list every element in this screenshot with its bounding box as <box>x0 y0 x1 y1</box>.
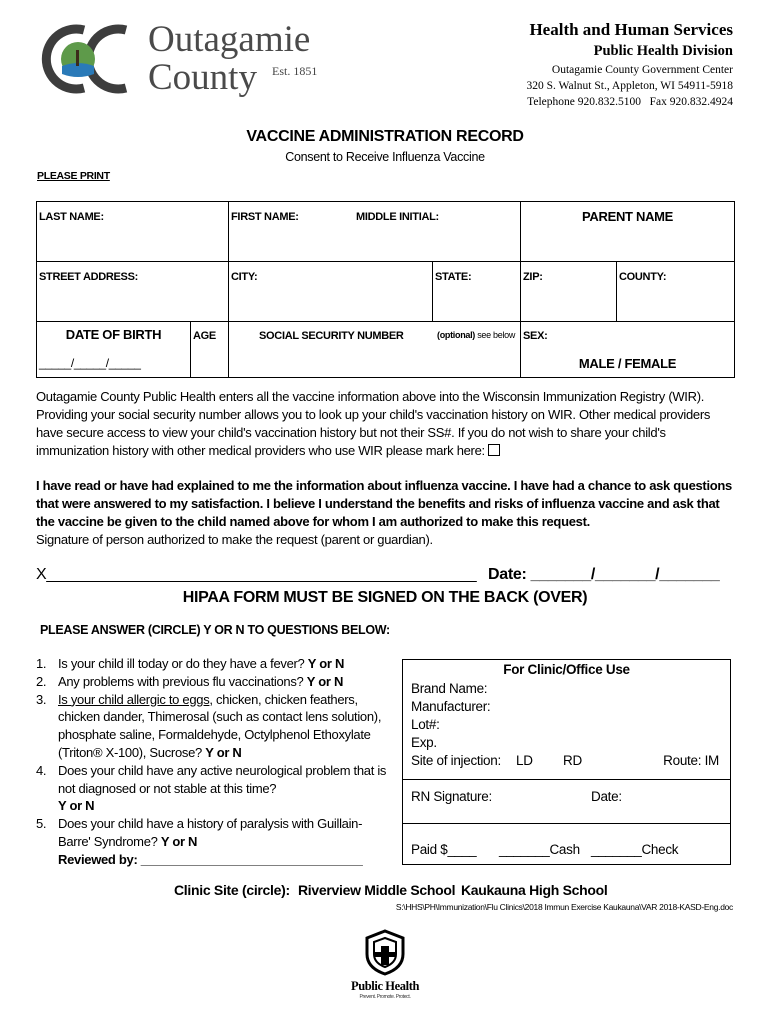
date-line[interactable]: Date: _______/_______/_______ <box>488 566 720 583</box>
logo-established: Est. 1851 <box>272 64 318 78</box>
parent-name-field[interactable]: PARENT NAME <box>521 202 735 262</box>
zip-field[interactable]: ZIP: <box>521 262 617 322</box>
street-address-field[interactable]: STREET ADDRESS: <box>37 262 229 322</box>
consent-statement: I have read or have had explained to me the information about influenza vaccine. I have had a chance to ask questions that were answered to my satisfaction. I believe I understand the benefits and risks of influenza vaccine and ask that the vaccine be given to the child named above for whom I am authorized to make this request. <box>36 478 732 529</box>
page-subtitle: Consent to Receive Influenza Vaccine <box>285 150 485 164</box>
question-3: 3. Is your child allergic to eggs, chicken, chicken feathers, chicken dander, Thimerosal (such as contact lens solution), phosphate saline, Formaldehyde, Octylphenol Ethoxylate (Triton® X-100), Sucrose? Y or N <box>36 691 382 760</box>
rn-signature-field[interactable]: RN Signature: <box>411 789 492 804</box>
question-4-answer[interactable]: Y or N <box>58 798 95 814</box>
reviewed-by-line[interactable]: Reviewed by: ________________________________ <box>58 851 363 867</box>
questions-header: PLEASE ANSWER (CIRCLE) Y OR N TO QUESTIONS BELOW: <box>40 623 390 637</box>
footer-logo-name: Public Health <box>350 979 420 993</box>
check-field[interactable]: _______Check <box>591 842 679 857</box>
exp-field[interactable]: Exp. <box>411 735 437 750</box>
first-middle-name-field[interactable]: FIRST NAME: MIDDLE INITIAL: <box>229 202 521 262</box>
wir-optout-checkbox[interactable] <box>488 444 500 456</box>
signature-line[interactable]: X__________________________________________________ <box>36 566 477 583</box>
footer-logo-tagline: Prevent. Promote. Protect. <box>359 994 411 1000</box>
site-ld-option[interactable]: LD <box>516 753 533 768</box>
question-2-answer[interactable]: Y or N <box>306 673 344 689</box>
route-field: Route: IM <box>663 753 719 768</box>
address-line2: 320 S. Walnut St., Appleton, WI 54911-5918 <box>526 80 733 92</box>
public-health-shield-icon <box>361 928 409 976</box>
brand-name-field[interactable]: Brand Name: <box>411 681 488 696</box>
question-5: 5. Does your child have a history of paralysis with Guillain- Barre' Syndrome? Y or N <box>36 816 363 849</box>
clinic-site-label: Clinic Site (circle): <box>174 882 290 898</box>
patient-info-table <box>36 201 735 378</box>
paid-field[interactable]: Paid $____ <box>411 842 477 857</box>
clinic-site-kaukauna[interactable]: Kaukauna High School <box>461 882 608 898</box>
county-logo-icon <box>40 22 140 96</box>
age-field[interactable]: AGE <box>191 322 229 378</box>
clinic-use-box <box>402 659 731 865</box>
clinic-site-riverview[interactable]: Riverview Middle School <box>298 882 456 898</box>
wir-paragraph: Outagamie County Public Health enters all the vaccine information above into the Wisconsin Immunization Registry (WIR). Providing your social security number allows you to look up your child's vaccination history on WIR. Other medical providers have secure access to view your child's vaccination history but not their SS#. If you do not wish to share your child's immunization history with other medical providers who use WIR please mark here: <box>36 389 711 458</box>
city-field[interactable]: CITY: <box>229 262 433 322</box>
question-3-answer[interactable]: Y or N <box>205 744 242 760</box>
question-4: 4. Does your child have any active neurological problem that is not diagnosed or not stable at this time? Y or N <box>36 762 387 814</box>
sex-field[interactable]: SEX: MALE / FEMALE <box>521 322 735 378</box>
address-line1: Outagamie County Government Center <box>551 64 733 76</box>
site-rd-option[interactable]: RD <box>563 753 582 768</box>
page-title: VACCINE ADMINISTRATION RECORD <box>246 128 524 145</box>
dob-field[interactable]: DATE OF BIRTH _____/_____/_____ <box>37 322 191 378</box>
logo-wordmark-line1: Outagamie <box>148 19 311 60</box>
clinic-box-title: For Clinic/Office Use <box>503 662 630 677</box>
lot-field[interactable]: Lot#: <box>411 717 440 732</box>
question-5-answer[interactable]: Y or N <box>160 833 198 849</box>
file-path: S:\HHS\PH\Immunization\Flu Clinics\2018 Immun Exercise Kaukauna\VAR 2018-KASD-Eng.doc <box>395 902 733 912</box>
please-print-label: PLEASE PRINT <box>37 170 110 182</box>
ssn-field[interactable]: SOCIAL SECURITY NUMBER (optional) see below <box>229 322 521 378</box>
questions-list <box>36 655 396 869</box>
last-name-field[interactable]: LAST NAME: <box>37 202 229 262</box>
site-of-injection-label: Site of injection: <box>411 753 501 768</box>
rn-date-field[interactable]: Date: <box>591 789 622 804</box>
question-1-answer[interactable]: Y or N <box>307 656 345 671</box>
cash-field[interactable]: _______Cash <box>499 842 580 857</box>
logo-wordmark-line2: County <box>148 57 257 98</box>
signature-note: Signature of person authorized to make the request (parent or guardian). <box>36 532 433 547</box>
division-name: Public Health Division <box>593 43 733 59</box>
hipaa-notice: HIPAA FORM MUST BE SIGNED ON THE BACK (OVER) <box>182 589 588 606</box>
state-field[interactable]: STATE: <box>433 262 521 322</box>
org-title: Health and Human Services <box>529 20 733 39</box>
question-1: 1. Is your child ill today or do they have a fever? Y or N <box>36 656 345 671</box>
phone-fax: Telephone 920.832.5100 Fax 920.832.4924 <box>527 96 733 108</box>
manufacturer-field[interactable]: Manufacturer: <box>411 699 491 714</box>
county-field[interactable]: COUNTY: <box>617 262 735 322</box>
question-2: 2. Any problems with previous flu vaccinations? Y or N <box>36 673 344 689</box>
